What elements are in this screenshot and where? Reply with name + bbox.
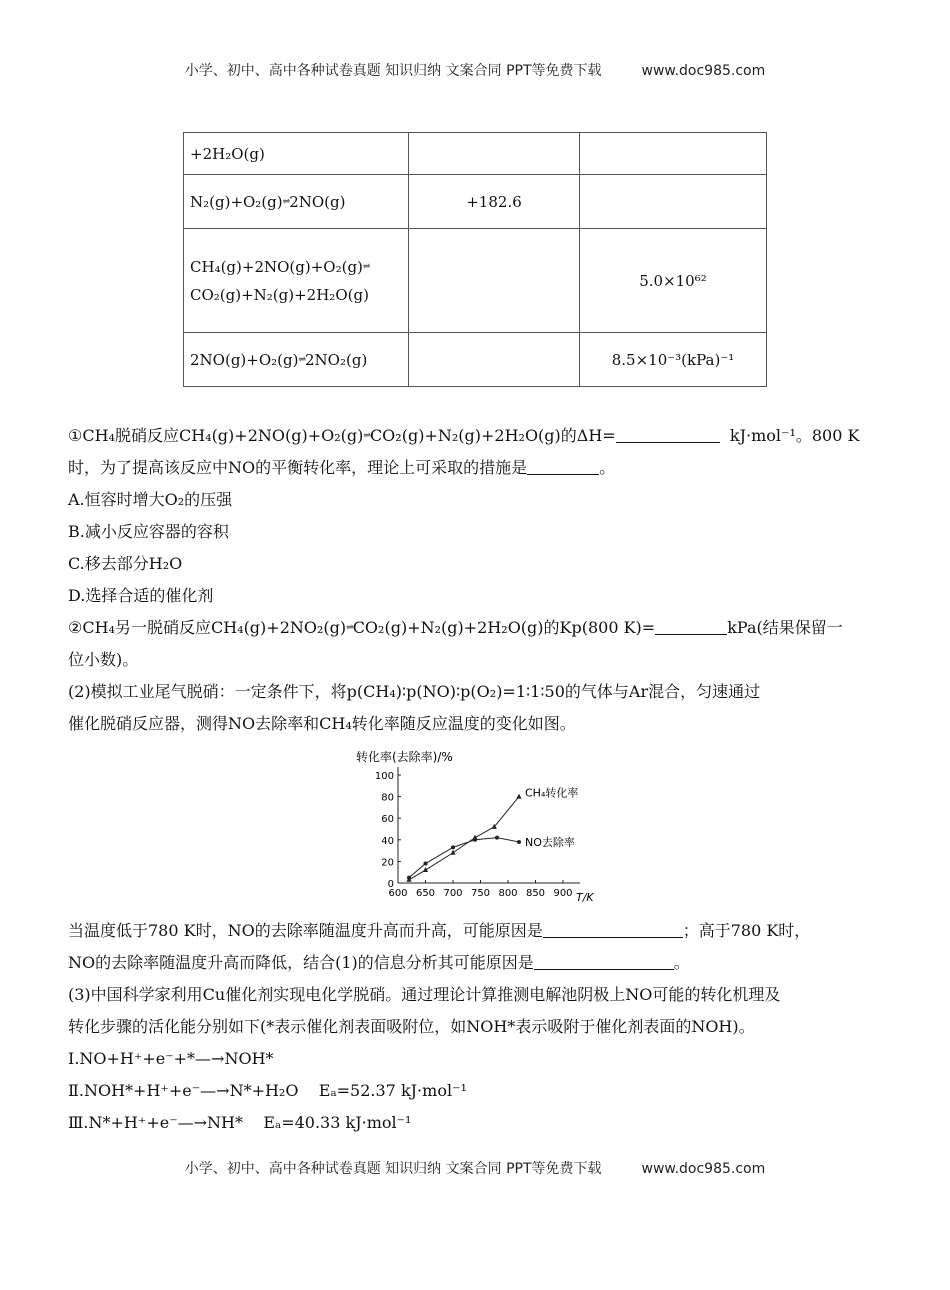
answer-blank[interactable] — [616, 424, 720, 443]
footer-text: 小学、初中、高中各种试卷真题 知识归纳 文案合同 PPT等免费下载 — [184, 1161, 602, 1177]
x-tick-label: 750 — [470, 888, 491, 899]
reaction-cell: N₂(g)+O₂(g)⇌2NO(g) — [184, 175, 409, 229]
footer-site: www.doc985.com — [641, 1161, 766, 1177]
data-point — [473, 838, 477, 842]
k-cell: 5.0×10⁶² — [580, 229, 767, 333]
dh-cell — [409, 133, 580, 175]
data-point — [495, 836, 499, 840]
step-1: Ⅰ.NO+H⁺+e⁻+*—→NOH* — [68, 1049, 274, 1068]
part2-line1: (2)模拟工业尾气脱硝：一定条件下，将p(CH₄)∶p(NO)∶p(O₂)=1∶1∶50的气体与Ar混合，匀速通过 — [68, 682, 761, 701]
data-point — [516, 794, 521, 799]
q1-line2: 时，为了提高该反应中NO的平衡转化率，理论上可采取的措施是 。 — [68, 458, 616, 477]
answer-blank[interactable] — [527, 456, 599, 475]
x-tick-label: 700 — [443, 888, 463, 899]
k-cell — [580, 175, 767, 229]
page-header — [0, 60, 950, 80]
option-a: A.恒容时增大O₂的压强 — [68, 490, 233, 509]
k-cell — [580, 133, 767, 175]
option-c: C.移去部分H₂O — [68, 554, 183, 573]
question-block-1 — [68, 420, 888, 740]
reaction-cell: CH₄(g)+2NO(g)+O₂(g)⇌ CO₂(g)+N₂(g)+2H₂O(g) — [184, 229, 409, 333]
answer-blank[interactable] — [655, 616, 727, 635]
series-label: CH₄转化率 — [525, 786, 579, 800]
k-cell: 8.5×10⁻³(kPa)⁻¹ — [580, 333, 767, 387]
y-tick-label: 20 — [381, 857, 394, 869]
x-tick-label: 800 — [498, 888, 518, 899]
x-tick-label: 850 — [525, 888, 546, 899]
option-b: B.减小反应容器的容积 — [68, 522, 229, 541]
reaction-table — [183, 132, 767, 387]
part3-line1: (3)中国科学家利用Cu催化剂实现电化学脱硝。通过理论计算推测电解池阴极上NO可能的转化机理及 — [68, 985, 781, 1004]
part3-line2: 转化步骤的活化能分别如下(*表示催化剂表面吸附位，如NOH*表示吸附于催化剂表面的NOH)。 — [68, 1017, 755, 1036]
part2b-line1: 当温度低于780 K时，NO的去除率随温度升高而升高，可能原因是 ；高于780 K时， — [68, 921, 811, 940]
option-d: D.选择合适的催化剂 — [68, 586, 214, 605]
answer-blank[interactable] — [534, 951, 674, 970]
x-tick-label: 650 — [415, 888, 436, 899]
y-tick-label: 100 — [374, 771, 394, 782]
part2-line2: 催化脱硝反应器，测得NO去除率和CH₄转化率随反应温度的变化如图。 — [68, 714, 576, 733]
y-tick-label: 40 — [381, 835, 394, 847]
data-point — [407, 876, 411, 880]
series-label: NO去除率 — [525, 835, 575, 849]
conversion-chart — [350, 745, 610, 905]
x-tick-label: 900 — [553, 888, 573, 899]
header-site: www.doc985.com — [641, 63, 766, 79]
x-axis-label: T/K — [576, 891, 594, 904]
step-3: Ⅲ.N*+H⁺+e⁻—→NH* Eₐ=40.33 kJ·mol⁻¹ — [68, 1113, 412, 1132]
part2b-line2: NO的去除率随温度升高而降低，结合(1)的信息分析其可能原因是 。 — [68, 953, 690, 972]
answer-blank[interactable] — [543, 919, 683, 938]
data-point — [517, 840, 521, 844]
q1-line1: ①CH₄脱硝反应CH₄(g)+2NO(g)+O₂(g)⇌CO₂(g)+N₂(g)+2H₂O(g)的ΔH= kJ·mol⁻¹。800 K — [68, 426, 860, 445]
dh-cell — [409, 333, 580, 387]
table-row — [184, 175, 767, 229]
x-tick-label: 600 — [388, 888, 408, 899]
data-point — [451, 845, 455, 849]
table-row — [184, 229, 767, 333]
step-2: Ⅱ.NOH*+H⁺+e⁻—→N*+H₂O Eₐ=52.37 kJ·mol⁻¹ — [68, 1081, 467, 1100]
dh-cell: +182.6 — [409, 175, 580, 229]
reaction-cell: +2H₂O(g) — [184, 133, 409, 175]
header-text: 小学、初中、高中各种试卷真题 知识归纳 文案合同 PPT等免费下载 — [184, 63, 602, 79]
reaction-cell: 2NO(g)+O₂(g)⇌2NO₂(g) — [184, 333, 409, 387]
y-tick-label: 60 — [381, 814, 394, 826]
y-tick-label: 80 — [381, 792, 394, 804]
table-row — [184, 133, 767, 175]
table-row — [184, 333, 767, 387]
data-point — [450, 850, 455, 855]
q2-line2: 位小数)。 — [68, 650, 139, 669]
data-point — [423, 867, 428, 872]
question-block-2 — [68, 915, 888, 1139]
dh-cell — [409, 229, 580, 333]
y-axis-label: 转化率(去除率)/% — [356, 750, 453, 764]
y-tick-label: 0 — [387, 879, 394, 890]
data-point — [424, 862, 428, 866]
page-footer — [0, 1158, 950, 1178]
q2-line1: ②CH₄另一脱硝反应CH₄(g)+2NO₂(g)⇌CO₂(g)+N₂(g)+2H₂O(g)的Kp(800 K)= kPa(结果保留一 — [68, 618, 843, 637]
